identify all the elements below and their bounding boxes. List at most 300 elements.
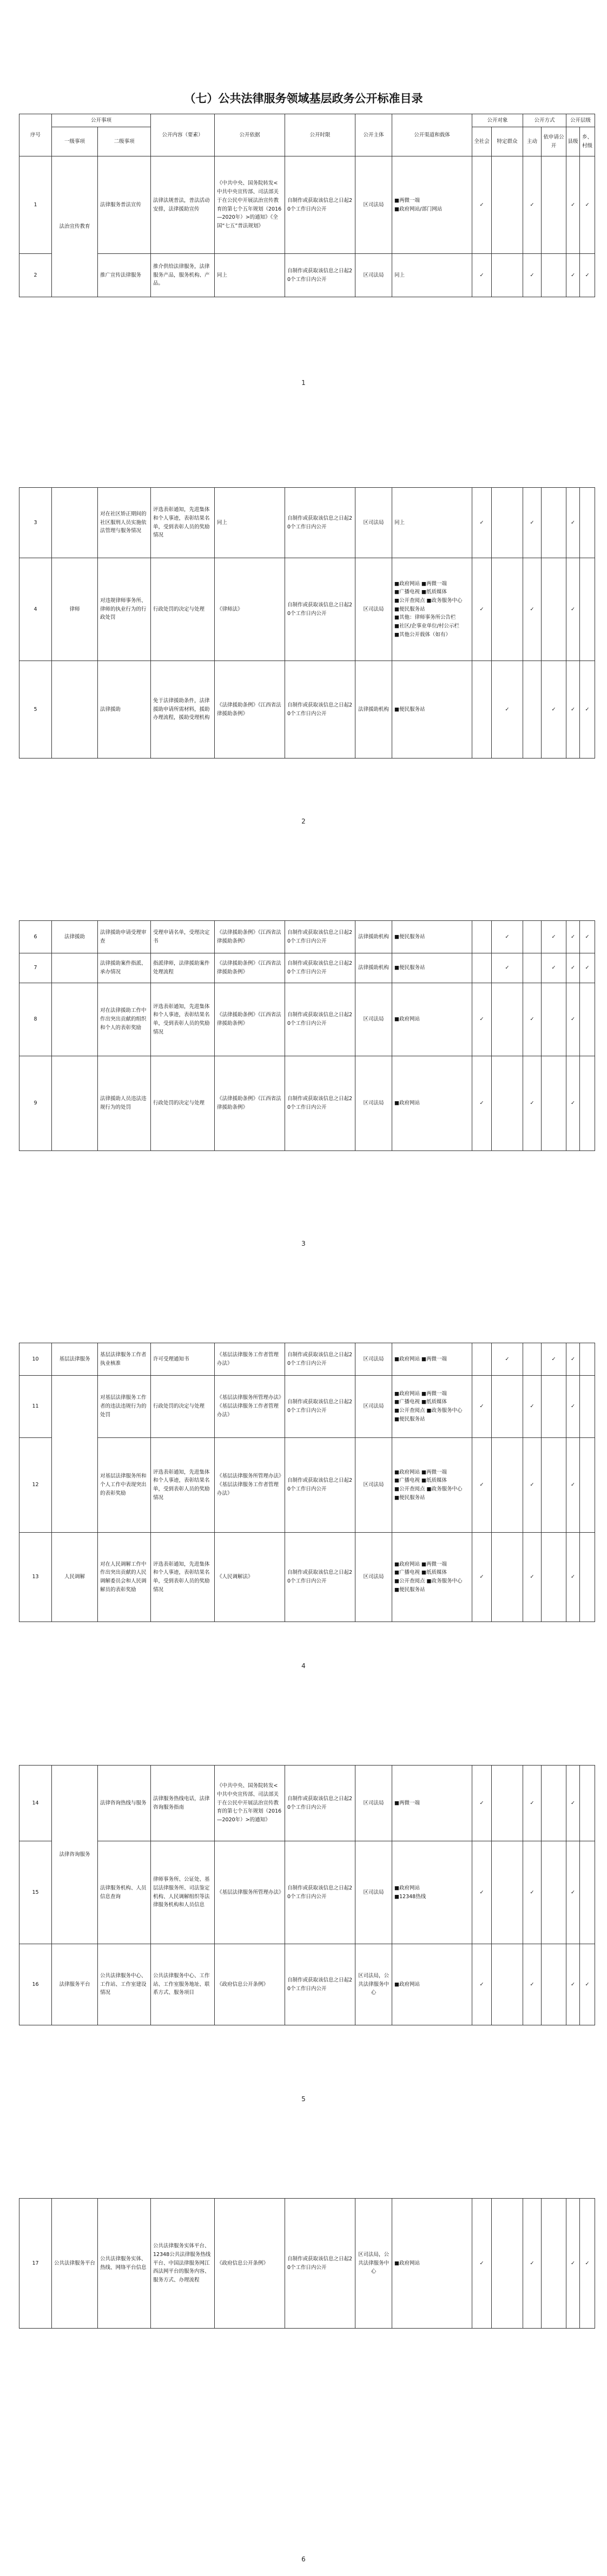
tick-county: ✓ bbox=[566, 1766, 580, 1841]
tick-active: ✓ bbox=[523, 1766, 542, 1841]
row-subject: 区司法局 bbox=[355, 1056, 392, 1151]
row-content: 评选表彰通知，先进集体和个人事迹，表彰结果名单，受到表彰人员的奖励情况 bbox=[151, 1533, 215, 1622]
page-title: （七）公共法律服务领域基层政务公开标准目录 bbox=[184, 91, 423, 106]
row-level2-item: 对在人民调解工作中作出突出贡献的人民调解委员会和人民调解员的表彰奖励 bbox=[98, 1533, 151, 1622]
row-seq: 14 bbox=[19, 1766, 52, 1841]
row-channel bbox=[392, 983, 472, 1056]
tick-active bbox=[523, 953, 542, 983]
row-seq: 3 bbox=[19, 488, 52, 558]
row-level2-item: 法律援助申请受理审查 bbox=[98, 921, 151, 953]
row-content: 推介供给法律服务，法律服务产品，服务机构、产品。 bbox=[151, 254, 215, 297]
tick-society: ✓ bbox=[472, 558, 492, 661]
tick-society: ✓ bbox=[472, 1944, 492, 2025]
tick-county: ✓ bbox=[566, 156, 580, 254]
tick-request bbox=[542, 1376, 566, 1438]
row-seq: 15 bbox=[19, 1841, 52, 1944]
row-time-limit: 自制作或获取该信息之日起20个工作日内公开 bbox=[285, 2199, 355, 2329]
row-subject: 区司法局 bbox=[355, 1533, 392, 1622]
tick-specific bbox=[492, 1533, 523, 1622]
tick-county: ✓ bbox=[566, 1438, 580, 1533]
row-channel bbox=[392, 1533, 472, 1622]
channel-line: ■广播电视 ■纸质媒体 bbox=[394, 1570, 447, 1576]
tick-active: ✓ bbox=[523, 983, 542, 1056]
tick-specific bbox=[492, 1766, 523, 1841]
catalog-table-page-2 bbox=[19, 487, 595, 759]
tick-request bbox=[542, 558, 566, 661]
tick-specific bbox=[492, 254, 523, 297]
table-row bbox=[19, 1944, 595, 2025]
tick-county: ✓ bbox=[566, 661, 580, 759]
row-level2-item: 法律援助案件指派、承办情况 bbox=[98, 953, 151, 983]
table-row bbox=[19, 983, 595, 1056]
tick-active: ✓ bbox=[523, 1438, 542, 1533]
row-subject: 区司法局 bbox=[355, 254, 392, 297]
tick-active bbox=[523, 661, 542, 759]
tick-request: ✓ bbox=[542, 661, 566, 759]
row-content: 行政处罚的决定与处理 bbox=[151, 1376, 215, 1438]
row-basis: 《中共中央、国务院转发<中共中央宣传部、司法部关于在公民中开展法治宣传教育的第七个五年规划（2016—2020年）>的通知》《全国“七五”普法规划》 bbox=[215, 156, 285, 254]
channel-line: ■便民服务站 bbox=[394, 1586, 425, 1593]
catalog-table-page-1 bbox=[19, 114, 595, 297]
catalog-table-page-5 bbox=[19, 1765, 595, 2025]
tick-active: ✓ bbox=[523, 488, 542, 558]
tick-town bbox=[580, 1766, 595, 1841]
tick-town bbox=[580, 1376, 595, 1438]
row-seq: 17 bbox=[19, 2199, 52, 2329]
tick-request bbox=[542, 2199, 566, 2329]
tick-active bbox=[523, 1343, 542, 1376]
row-level2-item: 对基层法律服务所和个人工作中表现突出的表彰奖励 bbox=[98, 1438, 151, 1533]
row-level2-item: 法律援助 bbox=[98, 661, 151, 759]
tick-specific bbox=[492, 488, 523, 558]
row-level2-item: 法律服务普法宣传 bbox=[98, 156, 151, 254]
row-time-limit: 自制作或获取该信息之日起20个工作日内公开 bbox=[285, 983, 355, 1056]
row-time-limit: 自制作或获取该信息之日起20个工作日内公开 bbox=[285, 558, 355, 661]
tick-request: ✓ bbox=[542, 921, 566, 953]
row-time-limit: 自制作或获取该信息之日起20个工作日内公开 bbox=[285, 1343, 355, 1376]
channel-line: ■政府网站 bbox=[394, 2260, 420, 2266]
row-level1-item: 基层法律服务 bbox=[52, 1343, 98, 1376]
page-number: 1 bbox=[301, 379, 306, 387]
row-basis: 《法律援助条例》《江西省法律援助条例》 bbox=[215, 1056, 285, 1151]
tick-town bbox=[580, 983, 595, 1056]
row-content: 公共法律服务中心、工作站、工作室服务地址、联系方式、服务项目 bbox=[151, 1944, 215, 2025]
row-subject: 法律援助机构 bbox=[355, 661, 392, 759]
row-basis: 《人民调解法》 bbox=[215, 1533, 285, 1622]
tick-request bbox=[542, 1944, 566, 2025]
row-seq: 10 bbox=[19, 1343, 52, 1376]
row-level1-item: 法律服务平台 bbox=[52, 1944, 98, 2025]
row-time-limit: 自制作或获取该信息之日起20个工作日内公开 bbox=[285, 254, 355, 297]
header-request: 依申请公开 bbox=[542, 127, 566, 156]
table-row bbox=[19, 1841, 595, 1944]
tick-county: ✓ bbox=[566, 953, 580, 983]
page-number: 3 bbox=[301, 1240, 306, 1247]
tick-society: ✓ bbox=[472, 488, 492, 558]
channel-line: ■广播电视 ■纸质媒体 bbox=[394, 589, 447, 596]
tick-society bbox=[472, 921, 492, 953]
row-time-limit: 自制作或获取该信息之日起20个工作日内公开 bbox=[285, 1944, 355, 2025]
tick-county: ✓ bbox=[566, 921, 580, 953]
row-level2-item: 推广宣传法律服务 bbox=[98, 254, 151, 297]
table-row bbox=[19, 1438, 595, 1533]
row-time-limit: 自制作或获取该信息之日起20个工作日内公开 bbox=[285, 1841, 355, 1944]
channel-line: ■政府网站 bbox=[394, 1885, 420, 1891]
channel-line: ■公开查阅点 ■政务服务中心 bbox=[394, 597, 463, 604]
row-subject: 区司法局 bbox=[355, 1841, 392, 1944]
tick-town bbox=[580, 1841, 595, 1944]
channel-line: ■两微一端 bbox=[394, 197, 420, 204]
channel-line: ■政府网站 ■两微一端 bbox=[394, 580, 447, 587]
channel-line: ■公开查阅点 ■政务服务中心 bbox=[394, 1408, 463, 1414]
row-channel bbox=[392, 661, 472, 759]
channel-line: ■12348热线 bbox=[394, 1893, 426, 1900]
row-basis: 同上 bbox=[215, 488, 285, 558]
tick-society bbox=[472, 1343, 492, 1376]
row-content: 法律服务热线电话，法律咨询服务指南 bbox=[151, 1766, 215, 1841]
tick-request bbox=[542, 254, 566, 297]
tick-town: ✓ bbox=[580, 2199, 595, 2329]
tick-society: ✓ bbox=[472, 1056, 492, 1151]
tick-specific bbox=[492, 1944, 523, 2025]
row-level1-item bbox=[52, 1376, 98, 1533]
tick-specific bbox=[492, 1841, 523, 1944]
table-row bbox=[19, 1376, 595, 1438]
catalog-table-page-6 bbox=[19, 2198, 595, 2329]
tick-specific: ✓ bbox=[492, 1343, 523, 1376]
tick-request bbox=[542, 983, 566, 1056]
row-seq: 13 bbox=[19, 1533, 52, 1622]
row-content: 法律法规普法，普法活动安排，法律援助宣传 bbox=[151, 156, 215, 254]
tick-county: ✓ bbox=[566, 254, 580, 297]
row-subject: 区司法局 bbox=[355, 1343, 392, 1376]
table-row bbox=[19, 953, 595, 983]
tick-county: ✓ bbox=[566, 488, 580, 558]
row-seq: 11 bbox=[19, 1376, 52, 1438]
row-time-limit: 自制作或获取该信息之日起20个工作日内公开 bbox=[285, 488, 355, 558]
channel-line: ■公开查阅点 ■政务服务中心 bbox=[394, 1578, 463, 1584]
row-seq: 9 bbox=[19, 1056, 52, 1151]
tick-active: ✓ bbox=[523, 1376, 542, 1438]
tick-county: ✓ bbox=[566, 1944, 580, 2025]
channel-line: ■政府网站 ■两微一端 bbox=[394, 1356, 447, 1362]
header-subject: 公开主体 bbox=[355, 114, 392, 156]
row-time-limit: 自制作或获取该信息之日起20个工作日内公开 bbox=[285, 156, 355, 254]
tick-town bbox=[580, 1343, 595, 1376]
row-channel bbox=[392, 1438, 472, 1533]
row-subject: 区司法局，公共法律服务中心 bbox=[355, 1944, 392, 2025]
row-time-limit: 自制作或获取该信息之日起20个工作日内公开 bbox=[285, 921, 355, 953]
row-basis: 《政府信息公开条例》 bbox=[215, 1944, 285, 2025]
page-number: 4 bbox=[301, 1662, 306, 1670]
row-content: 受理申请名单，受理决定书 bbox=[151, 921, 215, 953]
header-method: 公开方式 bbox=[523, 114, 566, 127]
row-content: 行政处罚的决定与处理 bbox=[151, 1056, 215, 1151]
tick-specific: ✓ bbox=[492, 661, 523, 759]
row-time-limit: 自制作或获取该信息之日起20个工作日内公开 bbox=[285, 1438, 355, 1533]
channel-line: ■便民服务站 bbox=[394, 606, 425, 612]
header-time: 公开时限 bbox=[285, 114, 355, 156]
tick-request bbox=[542, 488, 566, 558]
catalog-table-page-3 bbox=[19, 920, 595, 1151]
row-content: 免于法律援助条件，法律援助申请所需材料，援助办理流程，援助受理机构 bbox=[151, 661, 215, 759]
row-level1-item: 公共法律服务平台 bbox=[52, 2199, 98, 2329]
row-subject: 区司法局 bbox=[355, 1438, 392, 1533]
header-seq: 序号 bbox=[19, 114, 52, 156]
tick-request bbox=[542, 156, 566, 254]
row-channel bbox=[392, 1343, 472, 1376]
header-level1: 一级事项 bbox=[52, 127, 98, 156]
channel-line: ■两微一端 bbox=[394, 1800, 420, 1806]
channel-line: ■公开查阅点 ■政务服务中心 bbox=[394, 1486, 463, 1492]
row-subject: 区司法局，公共法律服务中心 bbox=[355, 2199, 392, 2329]
tick-society: ✓ bbox=[472, 1841, 492, 1944]
row-subject: 区司法局 bbox=[355, 558, 392, 661]
tick-town: ✓ bbox=[580, 1944, 595, 2025]
header-active: 主动 bbox=[523, 127, 542, 156]
tick-specific bbox=[492, 1438, 523, 1533]
tick-county: ✓ bbox=[566, 1376, 580, 1438]
tick-society: ✓ bbox=[472, 156, 492, 254]
channel-line: ■政府网站 bbox=[394, 1100, 420, 1107]
tick-society bbox=[472, 953, 492, 983]
row-level1-item bbox=[52, 661, 98, 759]
tick-request: ✓ bbox=[542, 953, 566, 983]
tick-town: ✓ bbox=[580, 254, 595, 297]
tick-active: ✓ bbox=[523, 2199, 542, 2329]
tick-society: ✓ bbox=[472, 1376, 492, 1438]
tick-county: ✓ bbox=[566, 1343, 580, 1376]
header-specific: 特定群众 bbox=[492, 127, 523, 156]
row-level2-item: 法律援助人员违法违规行为的处罚 bbox=[98, 1056, 151, 1151]
page-number: 5 bbox=[301, 2095, 306, 2103]
page-number: 6 bbox=[301, 2555, 306, 2563]
row-content: 公共法律服务实体平台、12348公共法律服务热线平台、中国法律服务网江西法网平台的服务内容、服务方式、办理流程 bbox=[151, 2199, 215, 2329]
row-subject: 区司法局 bbox=[355, 156, 392, 254]
table-row bbox=[19, 661, 595, 759]
tick-request bbox=[542, 1766, 566, 1841]
channel-line: ■便民服务站 bbox=[394, 965, 425, 971]
table-row bbox=[19, 488, 595, 558]
row-subject: 法律援助机构 bbox=[355, 921, 392, 953]
row-level2-item: 对违规律师事务所、律师的执业行为的行政处罚 bbox=[98, 558, 151, 661]
row-time-limit: 自制作或获取该信息之日起20个工作日内公开 bbox=[285, 661, 355, 759]
channel-line: ■便民服务站 bbox=[394, 933, 425, 940]
tick-society bbox=[472, 661, 492, 759]
row-seq: 12 bbox=[19, 1438, 52, 1533]
row-subject: 区司法局 bbox=[355, 983, 392, 1056]
tick-town bbox=[580, 488, 595, 558]
row-channel bbox=[392, 558, 472, 661]
row-channel bbox=[392, 254, 472, 297]
tick-county: ✓ bbox=[566, 558, 580, 661]
page-number: 2 bbox=[301, 818, 306, 825]
table-row bbox=[19, 1533, 595, 1622]
row-content: 评选表彰通知，先进集体和个人事迹，表彰结果名单，受到表彰人员的奖励情况 bbox=[151, 488, 215, 558]
tick-society: ✓ bbox=[472, 1533, 492, 1622]
row-channel bbox=[392, 1841, 472, 1944]
row-content: 评选表彰通知，先进集体和个人事迹，表彰结果名单，受到表彰人员的奖励情况 bbox=[151, 983, 215, 1056]
row-basis: 《法律援助条例》《江西省法律援助条例》 bbox=[215, 661, 285, 759]
row-channel bbox=[392, 953, 472, 983]
row-level1-item: 法治宣传教育 bbox=[52, 156, 98, 297]
channel-line: ■政府网站 ■两微一端 bbox=[394, 1561, 447, 1567]
row-level1-item: 法律咨询服务 bbox=[52, 1766, 98, 1944]
tick-active: ✓ bbox=[523, 1056, 542, 1151]
row-basis: 《政府信息公开条例》 bbox=[215, 2199, 285, 2329]
row-content: 律师事务所、公证处、基层法律服务所、司法鉴定机构、人民调解组织等法律服务机构和人员信息 bbox=[151, 1841, 215, 1944]
channel-line: ■广播电视 ■纸质媒体 bbox=[394, 1399, 447, 1405]
row-level2-item: 法律服务机构、人员信息查询 bbox=[98, 1841, 151, 1944]
row-channel bbox=[392, 2199, 472, 2329]
channel-line: ■广播电视 ■纸质媒体 bbox=[394, 1477, 447, 1484]
row-level1-item: 法律援助 bbox=[52, 921, 98, 953]
tick-specific bbox=[492, 2199, 523, 2329]
header-society: 全社会 bbox=[472, 127, 492, 156]
row-seq: 7 bbox=[19, 953, 52, 983]
row-channel bbox=[392, 921, 472, 953]
row-channel bbox=[392, 156, 472, 254]
row-basis: 《基层法律服务工作者管理办法》 bbox=[215, 1343, 285, 1376]
tick-town: ✓ bbox=[580, 156, 595, 254]
channel-line: ■其他：律师事务所公告栏 bbox=[394, 614, 456, 621]
tick-specific bbox=[492, 983, 523, 1056]
channel-line: ■便民服务站 bbox=[394, 706, 425, 712]
tick-society: ✓ bbox=[472, 1766, 492, 1841]
row-level2-item: 对在社区矫正期间的社区服刑人员实施依法管理与服务情况 bbox=[98, 488, 151, 558]
row-basis: 《法律援助条例》《江西省法律援助条例》 bbox=[215, 983, 285, 1056]
channel-line: ■便民服务站 bbox=[394, 1494, 425, 1501]
channel-line: ■便民服务站 bbox=[394, 1416, 425, 1422]
table-row bbox=[19, 1343, 595, 1376]
tick-town: ✓ bbox=[580, 921, 595, 953]
header-row bbox=[19, 114, 595, 127]
row-basis: 《法律援助条例》《江西省法律援助条例》 bbox=[215, 921, 285, 953]
row-seq: 8 bbox=[19, 983, 52, 1056]
tick-request bbox=[542, 1533, 566, 1622]
header-channel: 公开渠道和载体 bbox=[392, 114, 472, 156]
row-content: 指派律师，法律援助案件处理流程 bbox=[151, 953, 215, 983]
row-level1-item bbox=[52, 983, 98, 1056]
tick-request bbox=[542, 1841, 566, 1944]
tick-society: ✓ bbox=[472, 254, 492, 297]
row-seq: 4 bbox=[19, 558, 52, 661]
table-row bbox=[19, 1056, 595, 1151]
table-row bbox=[19, 2199, 595, 2329]
row-subject: 区司法局 bbox=[355, 1376, 392, 1438]
tick-active: ✓ bbox=[523, 1533, 542, 1622]
channel-line: ■政府网站/部门网站 bbox=[394, 206, 443, 212]
row-level1-item: 律师 bbox=[52, 558, 98, 661]
channel-line: ■政府网站 ■两微一端 bbox=[394, 1469, 447, 1475]
tick-request bbox=[542, 1438, 566, 1533]
tick-specific: ✓ bbox=[492, 921, 523, 953]
row-channel bbox=[392, 1944, 472, 2025]
row-time-limit: 自制作或获取该信息之日起20个工作日内公开 bbox=[285, 1766, 355, 1841]
row-basis: 《中共中央、国务院转发<中共中央宣传部、司法部关于在公民中开展法治宣传教育的第七个五年规划（2016—2020年）>的通知》 bbox=[215, 1766, 285, 1841]
row-content: 评选表彰通知，先进集体和个人事迹，表彰结果名单，受到表彰人员的奖励情况 bbox=[151, 1438, 215, 1533]
table-row bbox=[19, 254, 595, 297]
row-channel bbox=[392, 1766, 472, 1841]
channel-line: ■政府网站 bbox=[394, 1981, 420, 1987]
header-level2: 二级事项 bbox=[98, 127, 151, 156]
tick-specific bbox=[492, 1376, 523, 1438]
table-row bbox=[19, 156, 595, 254]
header-county: 县级 bbox=[566, 127, 580, 156]
row-level2-item: 法律咨询热线与服务 bbox=[98, 1766, 151, 1841]
header-level: 公开层级 bbox=[566, 114, 595, 127]
row-level2-item: 公共法律服务中心、工作站、工作室建设情况 bbox=[98, 1944, 151, 2025]
tick-active: ✓ bbox=[523, 1944, 542, 2025]
header-basis: 公开依据 bbox=[215, 114, 285, 156]
row-seq: 2 bbox=[19, 254, 52, 297]
catalog-table-page-4 bbox=[19, 1343, 595, 1622]
tick-active: ✓ bbox=[523, 1841, 542, 1944]
tick-county: ✓ bbox=[566, 1841, 580, 1944]
row-channel bbox=[392, 1056, 472, 1151]
row-time-limit: 自制作或获取该信息之日起20个工作日内公开 bbox=[285, 1376, 355, 1438]
row-basis: 《基层法律服务所管理办法》《基层法律服务工作者管理办法》 bbox=[215, 1376, 285, 1438]
row-subject: 区司法局 bbox=[355, 488, 392, 558]
row-seq: 16 bbox=[19, 1944, 52, 2025]
tick-county: ✓ bbox=[566, 1533, 580, 1622]
tick-county: ✓ bbox=[566, 2199, 580, 2329]
row-level1-item bbox=[52, 953, 98, 983]
row-level2-item: 公共法律服务实体、热线、网络平台信息 bbox=[98, 2199, 151, 2329]
channel-line: ■其他公开载体（如有） bbox=[394, 631, 451, 638]
tick-active: ✓ bbox=[523, 254, 542, 297]
channel-line: 同上 bbox=[394, 272, 405, 278]
tick-county: ✓ bbox=[566, 983, 580, 1056]
row-seq: 5 bbox=[19, 661, 52, 759]
tick-town bbox=[580, 1438, 595, 1533]
tick-town bbox=[580, 1533, 595, 1622]
row-subject: 区司法局 bbox=[355, 1766, 392, 1841]
tick-town bbox=[580, 558, 595, 661]
table-row bbox=[19, 921, 595, 953]
channel-line: ■政府网站 bbox=[394, 1016, 420, 1023]
tick-county: ✓ bbox=[566, 1056, 580, 1151]
header-content: 公开内容（要素） bbox=[151, 114, 215, 156]
row-time-limit: 自制作或获取该信息之日起20个工作日内公开 bbox=[285, 1056, 355, 1151]
row-time-limit: 自制作或获取该信息之日起20个工作日内公开 bbox=[285, 1533, 355, 1622]
row-channel bbox=[392, 1376, 472, 1438]
tick-specific bbox=[492, 558, 523, 661]
channel-line: ■政府网站 ■两微一端 bbox=[394, 1390, 447, 1397]
tick-active: ✓ bbox=[523, 558, 542, 661]
row-level1-item: 人民调解 bbox=[52, 1533, 98, 1622]
channel-line: 同上 bbox=[394, 519, 405, 526]
row-level2-item: 对在法律援助工作中作出突出贡献的组织和个人的表彰奖励 bbox=[98, 983, 151, 1056]
row-basis: 《基层法律服务所管理办法》 bbox=[215, 1841, 285, 1944]
row-channel bbox=[392, 488, 472, 558]
row-basis: 《法律援助条例》《江西省法律援助条例》 bbox=[215, 953, 285, 983]
tick-town bbox=[580, 1056, 595, 1151]
row-seq: 6 bbox=[19, 921, 52, 953]
row-content: 许可受理通知书 bbox=[151, 1343, 215, 1376]
row-level1-item bbox=[52, 1056, 98, 1151]
row-seq: 1 bbox=[19, 156, 52, 254]
tick-active: ✓ bbox=[523, 156, 542, 254]
row-subject: 法律援助机构 bbox=[355, 953, 392, 983]
header-target: 公开对象 bbox=[472, 114, 523, 127]
row-time-limit: 自制作或获取该信息之日起20个工作日内公开 bbox=[285, 953, 355, 983]
tick-specific bbox=[492, 1056, 523, 1151]
header-town: 乡、村级 bbox=[580, 127, 595, 156]
row-basis: 同上 bbox=[215, 254, 285, 297]
tick-request bbox=[542, 1056, 566, 1151]
tick-town: ✓ bbox=[580, 953, 595, 983]
